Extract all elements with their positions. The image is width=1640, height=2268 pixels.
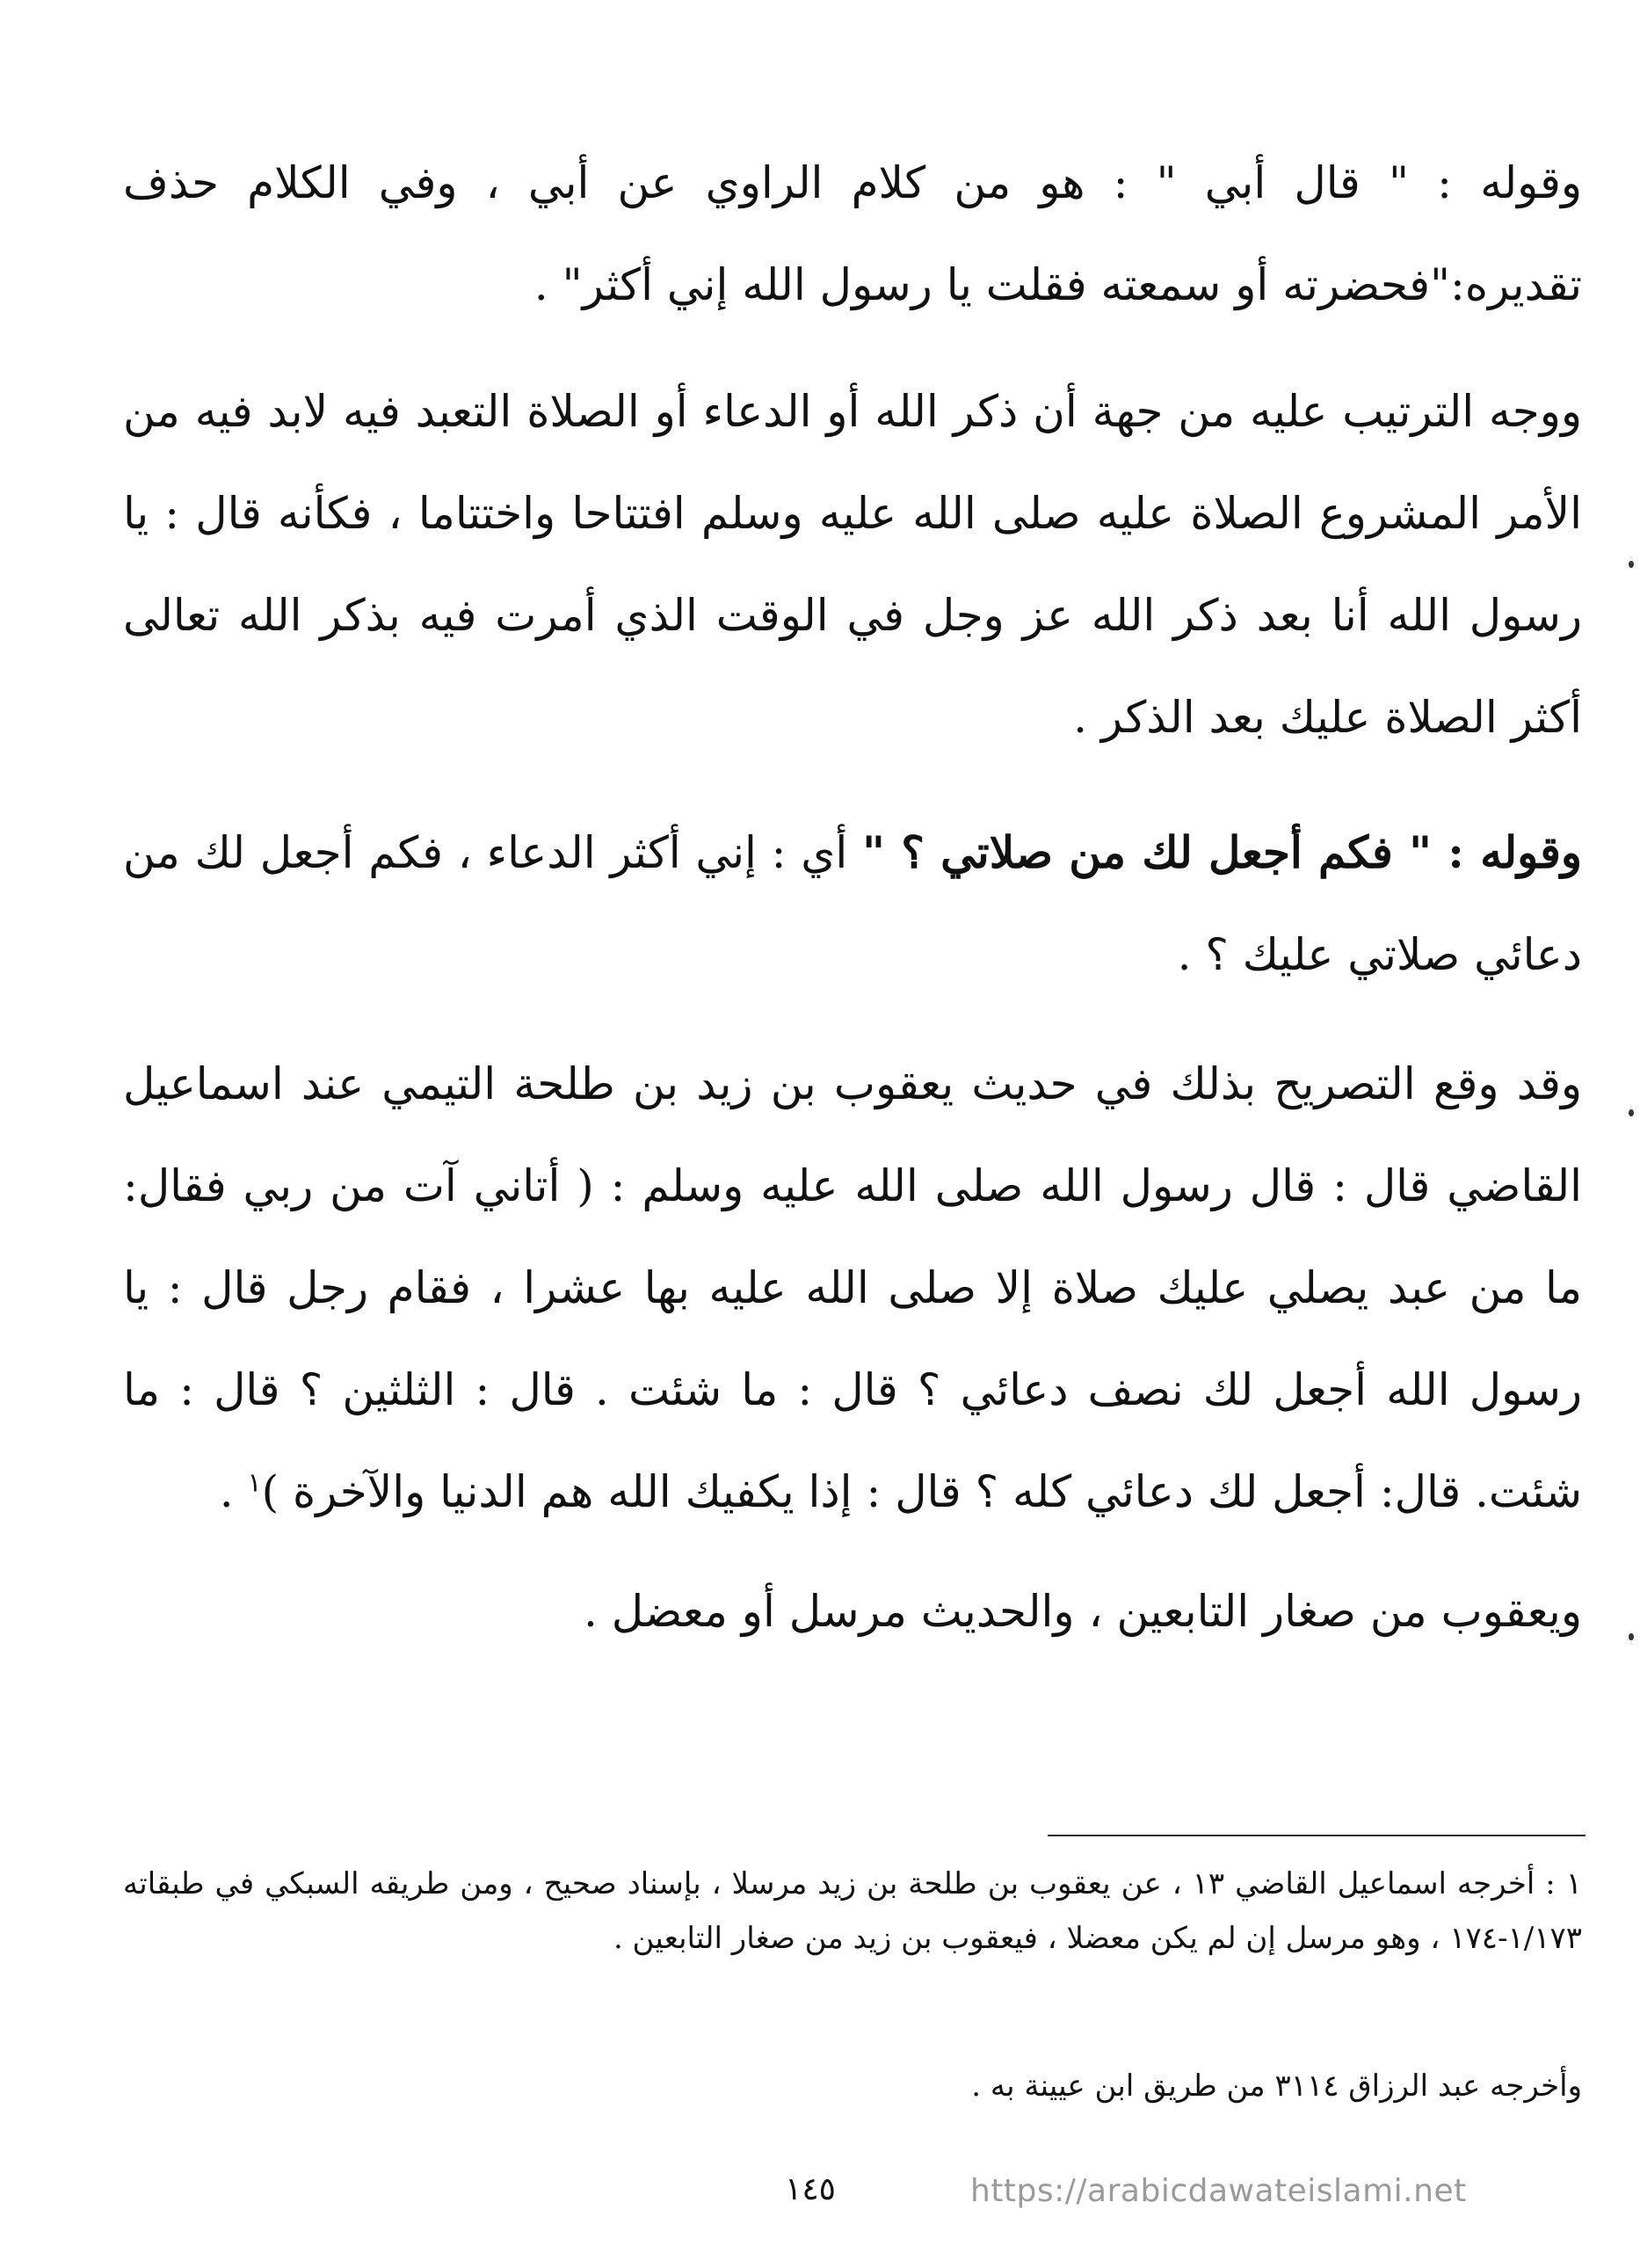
footnote-1: ١ : أخرجه اسماعيل القاضي ١٣ ، عن يعقوب بن طلحة بن زيد مرسلا ، بإسناد صحيح ، ومن طريقه السبكي في طبقاته ١/١٧٣-١٧٤ ، وهو مرسل إن لم يكن معضلا ، فيعقوب بن زيد من صغار التابعين .	[123, 1866, 1582, 1956]
scan-speck	[1629, 561, 1634, 568]
paragraph-4	[123, 1033, 1582, 1543]
footnote-2: وأخرجه عبد الرزاق ٣١١٤ من طريق ابن عيينة به .	[971, 2068, 1582, 2104]
paragraph-3-bold-quote: وقوله : " فكم أجعل لك من صلاتي ؟ "	[862, 826, 1582, 878]
page-number: ١٤٥	[785, 2171, 837, 2207]
footnote-reference-1[interactable]: ١	[247, 1467, 262, 1499]
paragraph-3	[123, 802, 1582, 1006]
paragraph-5: ويعقوب من صغار التابعين ، والحديث مرسل أو معضل .	[584, 1586, 1582, 1637]
scan-speck	[1629, 1633, 1634, 1640]
scan-speck	[1629, 1109, 1634, 1116]
paragraph-3-text: أي : إني أكثر الدعاء ، فكم أجعل لك من دعائي صلاتي عليك ؟ .	[123, 827, 1582, 980]
paragraph-2: ووجه الترتيب عليه من جهة أن ذكر الله أو الدعاء أو الصلاة التعبد فيه لابد فيه من الأمر المشروع الصلاة عليه صلى الله عليه وسلم افتتاحا واختتاما ، فكأنه قال : يا رسول الله أنا بعد ذكر الله عز وجل في الوقت الذي أمرت فيه بذكر الله تعالى أكثر الصلاة عليك بعد الذكر .	[123, 386, 1582, 743]
paragraph-4-text: وقد وقع التصريح بذلك في حديث يعقوب بن زيد بن طلحة التيمي عند اسماعيل القاضي قال : قال رسول الله صلى الله عليه وسلم : ( أتاني آت من ربي فقال: ما من عبد يصلي عليك صلاة إلا صلى الله عليه بها عشرا ، فقام رجل قال : يا رسول الله أجعل لك نصف دعائي ؟ قال : ما شئت . قال : الثلثين ؟ قال : ما شئت. قال: أجعل لك دعائي كله ؟ قال : إذا يكفيك الله هم الدنيا والآخرة )	[123, 1058, 1582, 1517]
footnote-separator	[1048, 1835, 1586, 1836]
paragraph-4-end: .	[219, 1466, 248, 1517]
paragraph-1: وقوله : " قال أبي " : هو من كلام الراوي عن أبي ، وفي الكلام حذف تقديره:"فحضرته أو سمعته فقلت يا رسول الله إني أكثر" .	[123, 157, 1582, 310]
website-watermark: https://arabicdawateislami.net	[970, 2173, 1467, 2209]
